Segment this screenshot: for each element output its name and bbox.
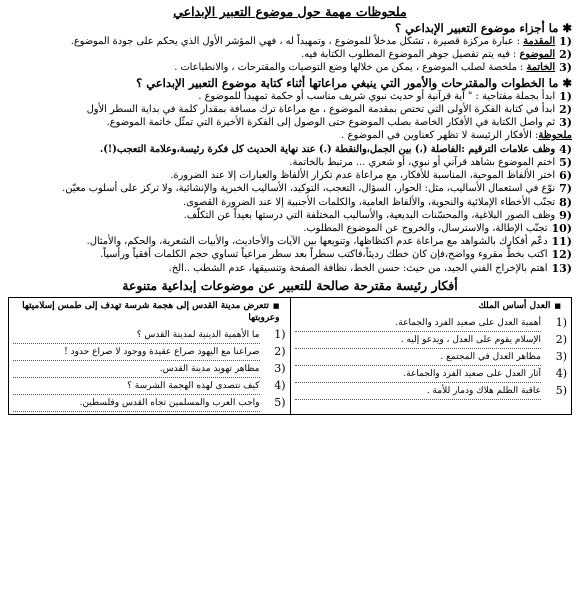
item-text: وظف الصور البلاغية، والمحسّنات البديعية، والأساليب المختلفة التي درستها بعيداً عن التكلّف.: [183, 209, 556, 221]
item-text: اهتم بالإخراج الفني الجيد، من حيث: حسن الخط، نظافة الصفحة وتنسيقها، عدم الشطب ..الخ.: [168, 262, 548, 274]
list-item: [8, 210, 572, 222]
topics-heading: أفكار رئيسة مقترحة صالحة للتعبير عن موضوعات إبداعية متنوعة: [122, 277, 458, 293]
topic-text: ما الأهمية الدينية لمدينة القدس ؟: [13, 327, 260, 344]
topics-table: [8, 297, 572, 415]
item-number: (3: [559, 61, 572, 75]
item-text: [8, 62, 555, 74]
topic-number: (4: [274, 379, 286, 393]
note-text: : الأفكار الرئيسة لا تظهر كعناوين في الموضوع .: [341, 130, 539, 142]
topic-text: الإسلام يقوم على العدل ، ويدعو إليه .: [295, 332, 542, 349]
topic-number: (1: [555, 316, 567, 330]
item-number: (4: [559, 142, 572, 156]
list-item: [8, 144, 572, 156]
topic-line: [13, 344, 286, 361]
item-body: : ملخصة لصلب الموضوع ، يمكن من خلالها وضع التوصيات والمقترحات ، والانطباعات .: [174, 62, 524, 74]
item-text: ابدأ في كتابة الفكرة الأولى التي تختص بمقدمة الموضوع ، مع مراعاة ترك مسافة بمقدار كلمة في بداية السطر الأول: [86, 103, 556, 115]
item-text: نوّع في استعمال الأساليب، مثل: الحوار، السؤال، التعجب، التوكيد، الأساليب الخبرية والإنشائية، ولا تركز على أسلوب معيّن.: [62, 183, 556, 195]
item-number: (2: [559, 102, 572, 116]
section-heading-text: ما أجزاء موضوع التعبير الإبداعي ؟: [395, 21, 559, 35]
item-text: دعّم أفكارك بالشواهد مع مراعاة عدم اكتظاظها، وتنويعها بين الآيات والأحاديث، والأبيات الشعرية، والحكم، والأمثال.: [86, 236, 548, 248]
section-heading-text: ما الخطوات والمقترحات والأمور التي ينبغي مراعاتها أثناء كتابة موضوع التعبير الإبداعي ؟: [136, 75, 559, 90]
item-body: : عبارة مركزة قصيرة ، تشكل مدخلاً للموضوع ، وتمهيداً له ، فهي المؤشر الأول الذي يحكم على جودة الموضوع.: [70, 36, 521, 47]
item-text: اختر الألفاظ الموحية، المناسبة للأفكار، مع مراعاة عدم تكرار الألفاظ والعبارات إلا عند الضرورة.: [170, 170, 556, 182]
topic-text: مظاهر تهويد مدينة القدس.: [13, 361, 260, 378]
list-item: [8, 183, 572, 195]
list-item: [8, 263, 572, 275]
item-number: (10: [551, 221, 572, 235]
topic-number: (2: [274, 345, 286, 359]
item-text: وظف علامات الترقيم :الفاصلة (،) بين الجمل،والنقطة (.) عند نهاية الحديث كل فكرة رئيسة،وعلامة التعجب(!).: [99, 143, 556, 155]
item-head: الموضوع: [519, 49, 556, 61]
item-number: (1: [559, 35, 572, 48]
topic-title: ■ العدل أساس الملك: [295, 300, 568, 312]
topic-number: (1: [274, 328, 286, 342]
item-number: (9: [559, 208, 572, 222]
topic-number: (4: [555, 367, 567, 381]
topic-number: (3: [274, 362, 286, 376]
item-text: اختم الموضوع بشاهد قرآني أو نبوي، أو شعري ... مرتبط بالخاتمة.: [289, 156, 556, 168]
list-item: [8, 91, 572, 103]
item-text: [8, 36, 555, 48]
item-number: (12: [551, 248, 572, 262]
topic-text: واجب العرب والمسلمين تجاه القدس وفلسطين.: [13, 395, 260, 412]
item-number: (13: [551, 261, 572, 275]
item-number: (7: [559, 182, 572, 196]
topic-line: [295, 332, 568, 349]
item-number: (2: [559, 48, 572, 62]
item-text: [8, 49, 555, 61]
list-item: [8, 49, 572, 61]
topic-line: [295, 349, 568, 366]
item-text: ابدأ بجملة مفتاحية : " آية قرآنية أو حديث نبوي شريف مناسب أو حكمة تمهيداً للموضوع .: [198, 90, 556, 102]
item-number: (8: [559, 195, 572, 209]
topic-text: صراعنا مع اليهود صراع عقيدة ووجود لا صراع حدود !: [13, 344, 260, 361]
topic-line: [295, 383, 568, 400]
topic-text: أهمية العدل على صعيد الفرد والجماعة.: [295, 315, 542, 332]
item-number: (5: [559, 155, 572, 169]
item-number: (6: [559, 169, 572, 183]
list-item: [8, 249, 572, 261]
item-text: تجنّب الأخطاء الإملائية والنحوية، والألفاظ العامية، والكلمات الأجنبية إلا عند الضرورة القصوى.: [183, 196, 556, 208]
list-item: [8, 104, 572, 116]
topic-text: عاقبة الظلم هلاك ودمار للأمة .: [295, 383, 542, 400]
topic-column-justice: [290, 297, 572, 414]
steps-list: [8, 91, 572, 130]
topic-line: [13, 378, 286, 395]
topic-line: [295, 366, 568, 383]
topic-number: (5: [274, 396, 286, 410]
item-number: (3: [559, 116, 572, 130]
topic-title: ■ تتعرض مدينة القدس إلى هجمة شرسة تهدف إلى طمس إسلاميتها وعروبتها: [13, 300, 286, 324]
list-item: [8, 157, 572, 169]
item-body: : فيه يتم تفصيل جوهر الموضوع المطلوب الكتابة فيه.: [301, 49, 517, 61]
section-heading-parts: [8, 21, 572, 35]
item-number: (1: [559, 89, 572, 103]
topic-text: كيف نتصدى لهذه الهجمة الشرسة ؟: [13, 378, 260, 395]
steps-list-continued: [8, 144, 572, 275]
list-item: [8, 170, 572, 182]
item-head: المقدمة: [523, 36, 556, 47]
topic-line: [13, 361, 286, 378]
bullet-icon: ✱: [562, 75, 572, 90]
list-item: [8, 117, 572, 129]
note-label: ملحوظة: [538, 130, 572, 142]
topic-column-jerusalem: [9, 297, 291, 414]
topic-line: [13, 395, 286, 412]
topic-text: مظاهر العدل في المجتمع .: [295, 349, 542, 366]
item-text: ثم واصل الكتابة في الأفكار الخاصة بصلب الموضوع حتى الوصول إلى الفكرة الأخيرة التي تمثّل خاتمة الموضوع.: [106, 117, 556, 129]
item-text: اكتب بخطٍّ مقروء وواضح،فإن كان خطك رديئاً،فاكتب سطراً بعد سطر مراعياً تساوي حجم الكلمات أفقياً ورأسياً.: [100, 249, 548, 261]
topic-number: (5: [555, 384, 567, 398]
topic-text: آثار العدل على صعيد الفرد والجماعة.: [295, 366, 542, 383]
topic-line: [295, 315, 568, 332]
item-text: تجنّب الإطالة، والاسترسال، والخروج عن الموضوع المطلوب.: [303, 222, 548, 234]
list-item: [8, 197, 572, 209]
topic-line: [13, 327, 286, 344]
list-item: [8, 236, 572, 248]
topic-number: (3: [555, 350, 567, 364]
page-title: ملحوظات مهمة حول موضوع التعبير الإبداعي: [173, 4, 407, 19]
section-heading-steps: [8, 76, 572, 90]
bullet-icon: ✱: [562, 21, 572, 35]
list-item: [8, 223, 572, 235]
item-number: (11: [551, 235, 572, 249]
topic-number: (2: [555, 333, 567, 347]
note: [8, 130, 572, 143]
list-item: [8, 62, 572, 74]
item-head: الخاتمة: [526, 62, 556, 74]
parts-list: [8, 36, 572, 75]
list-item: [8, 36, 572, 48]
